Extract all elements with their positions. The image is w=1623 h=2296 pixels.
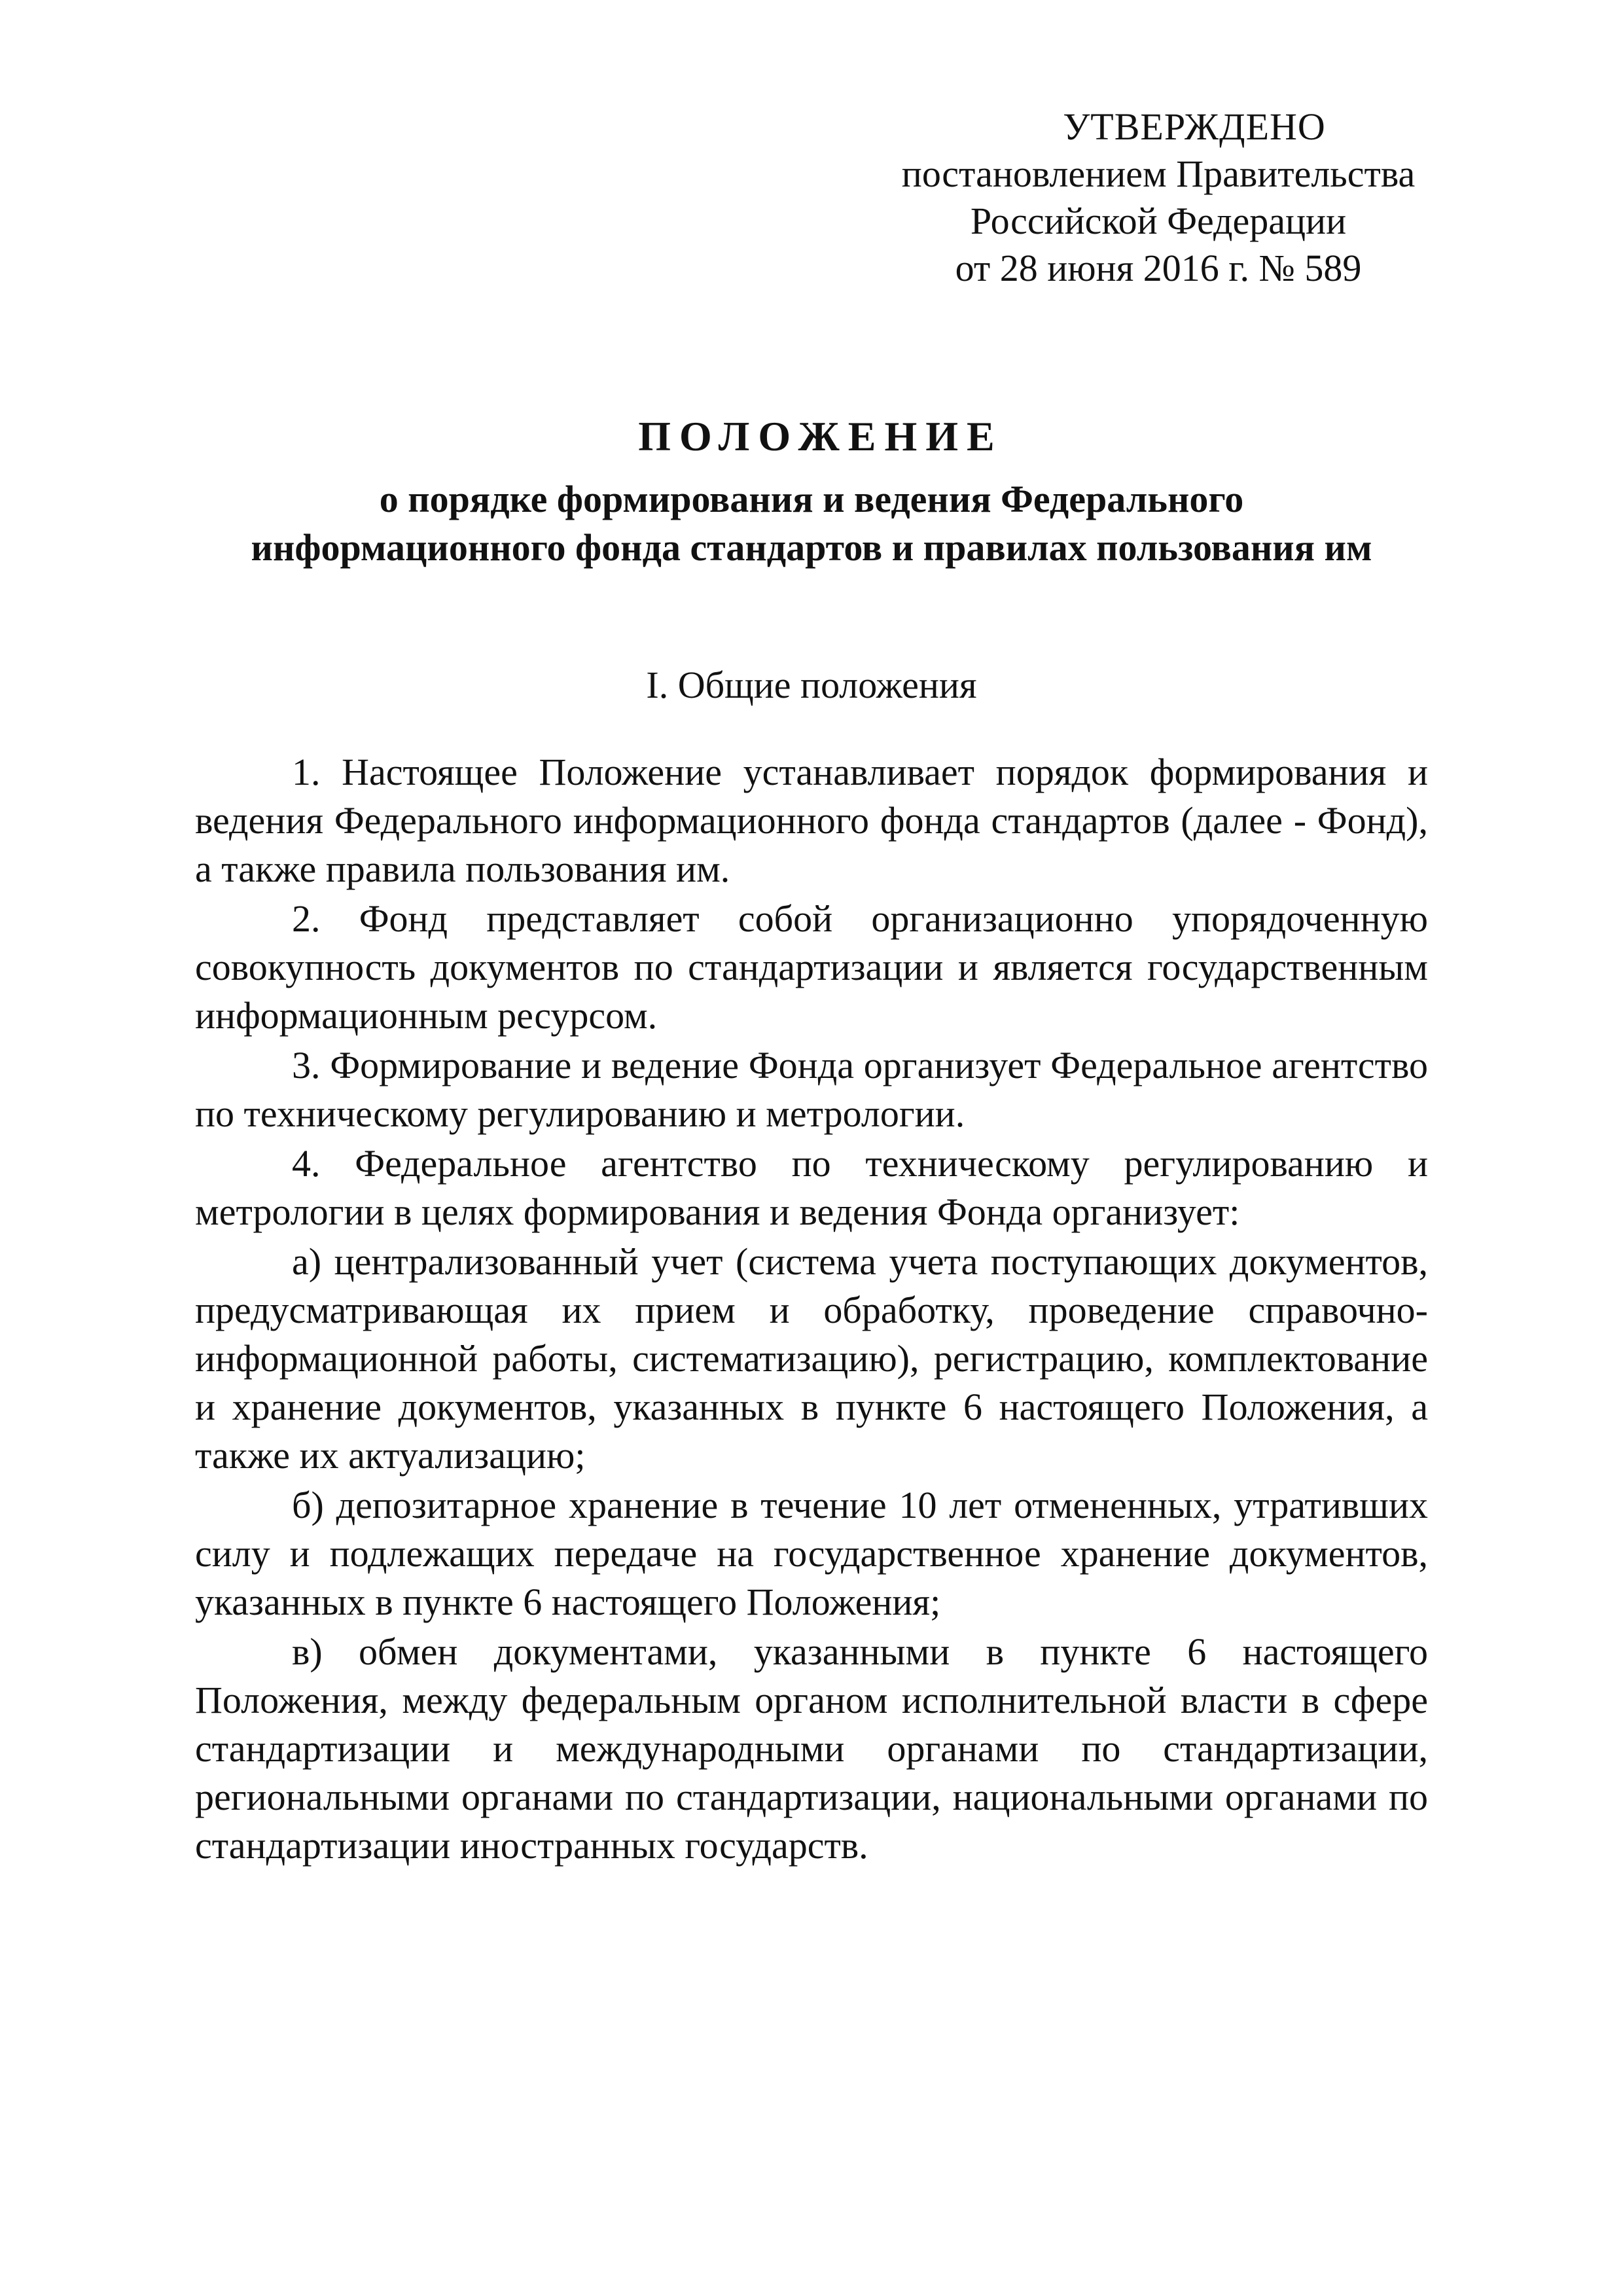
- document-body: [195, 748, 1428, 1871]
- section-title: I. Общие положения: [646, 664, 977, 706]
- approval-line-1: постановлением Правительства: [901, 152, 1416, 195]
- paragraph-1: 1. Настоящее Положение устанавливает порядок формирования и ведения Федерального информационного фонда стандартов (далее - Фонд), а также правила пользования им.: [195, 751, 1428, 890]
- paragraph-4a: а) централизованный учет (система учета поступающих документов, предусматривающая их прием и обработку, проведение справочно-информационной работы, систематизацию), регистрацию, комплектование и хранение документов, указанных в пункте 6 настоящего Положения, а также их актуализацию;: [195, 1240, 1428, 1477]
- document-title: ПОЛОЖЕНИЕ: [638, 413, 1003, 459]
- document-subtitle-line-1: о порядке формирования и ведения Федерального: [379, 478, 1244, 520]
- paragraph-4c: в) обмен документами, указанными в пункте 6 настоящего Положения, между федеральным органом исполнительной власти в сфере стандартизации и международными органами по стандартизации, региональными органами по стандартизации, национальными органами по стандартизации иностранных государств.: [195, 1630, 1428, 1867]
- approval-title: УТВЕРЖДЕНО: [1063, 105, 1326, 148]
- paragraph-3: 3. Формирование и ведение Фонда организует Федеральное агентство по техническому регулированию и метрологии.: [195, 1044, 1428, 1135]
- document-subtitle: [0, 475, 1623, 572]
- paragraph-4b: б) депозитарное хранение в течение 10 лет отмененных, утративших силу и подлежащих передаче на государственное хранение документов, указанных в пункте 6 настоящего Положения;: [195, 1484, 1428, 1623]
- approval-line-2: Российской Федерации: [970, 200, 1347, 242]
- paragraph-4: 4. Федеральное агентство по техническому регулированию и метрологии в целях формирования и ведения Фонда организует:: [195, 1142, 1428, 1233]
- approval-date-number: от 28 июня 2016 г. № 589: [955, 247, 1362, 289]
- document-subtitle-line-2: информационного фонда стандартов и правилах пользования им: [251, 526, 1372, 569]
- paragraph-2: 2. Фонд представляет собой организационно упорядоченную совокупность документов по стандартизации и является государственным информационным ресурсом.: [195, 897, 1428, 1037]
- approval-stamp: [844, 103, 1472, 292]
